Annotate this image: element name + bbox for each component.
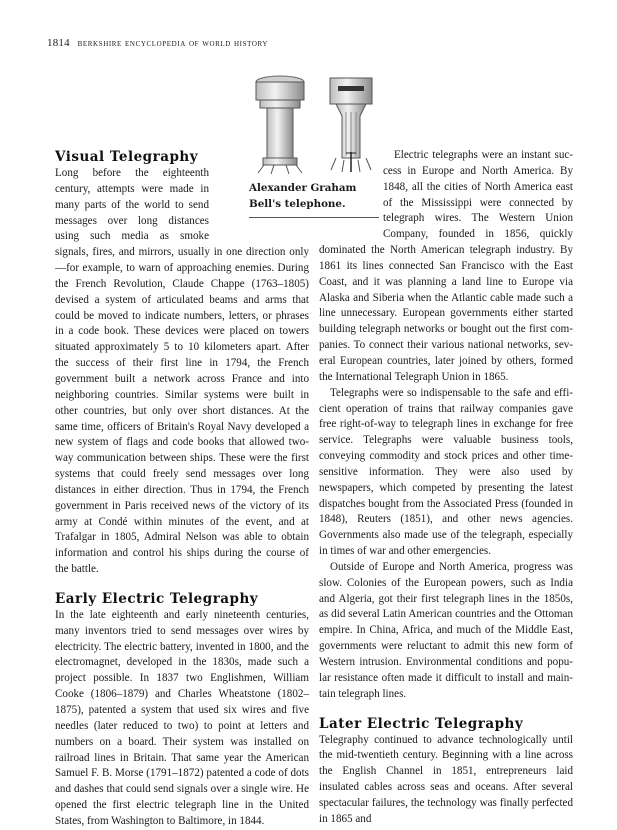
paragraph-early-1: In the late eighteenth and early nineteenth centuries, many inventors tried to send messages over wires by electricity. The electric battery, invented in 1800, and the electromagnet, developed in the 1830s, made such a project possible. In 1837 two Englishmen, William Cooke (1806–1879) and Charles Wheatstone (1802–1875), patented a system that used six wires and five needles (later reduced to two) to point at letters and numbers on a board. Their system was installed on railroad lines in Britain. That same year the American Samuel F. B. Morse (1791–1872) patented a code of dots and dashes that could send signals over a single wire. He opened the first electric telegraph line in the United States, from Washington to Baltimore, in 1844. <box>55 608 309 827</box>
paragraph-visual-1: Long before the eighteenth century, attempts were made in many parts of the world to send messages over long distances using such media as smoke signals, fires, and mirrors, usually in one direction only—for example, to warn of approaching enemies. During the French Revolution, Claude Chappe (1763–1805) devised a system of articulated beams and arms that could be moved to indicate numbers, letters, or phrases in a code book. These devices were placed on towers situated approximately 5 to 10 kilometers apart. After the success of their first line in 1794, the French government built a network across France and into neighboring countries. Similar systems were built in other countries, but only over short distances. At the same time, officers of Britain's Royal Navy developed a new system of flags and code books that allowed two-way communication between ships. These were the first systems that could freely send messages over long distances in either direction. Thus in 1794, the French government in Paris received news of the victory of its army at Condé within minutes of the event, and at Trafalgar in 1805, Admiral Nelson was able to obtain information and control his ships during the course of the battle. <box>55 167 309 576</box>
heading-visual-telegraphy: Visual Telegraphy <box>55 149 199 165</box>
left-column <box>55 148 309 830</box>
figure-wrap-space <box>209 148 309 243</box>
caption-line-1: Alexander Graham <box>249 182 357 194</box>
paragraph-right-3: Outside of Europe and North America, progress was slow. Colonies of the European powers, such as India and Algeria, got their first telegraph lines in the 1850s, as did several Latin American countries and the Ottoman empire. In China, Africa, and much of the Middle East, governments were reluctant to admit this new form of Western intrusion. Environmental conditions and popular resistance often made it difficult to install and maintain telegraph lines. <box>319 560 573 700</box>
figure-wrap-space <box>319 148 383 243</box>
caption-line-2: Bell's telephone. <box>249 197 346 210</box>
book-title: berkshire encyclopedia of world history <box>77 38 269 49</box>
page-number: 1814 <box>47 37 70 49</box>
paragraph-right-1: Electric telegraphs were an instant success in Europe and North America. By 1848, all the cities of North America east of the Mississippi were connected by telegraph wires. The Western Union Company, founded in 1856, quickly dominated the North American telegraph industry. By 1861 its lines connected San Francisco with the East Coast, and it was planning a land line to Europe via Alaska and Siberia when the Atlantic cable made such a line unnecessary. European governments either started building telegraph networks or bought out the first companies. To connect their various national networks, several European countries, later joined by others, formed the International Telegraph Union in 1865. <box>319 149 573 383</box>
heading-early-electric-telegraphy: Early Electric Telegraphy <box>55 590 259 607</box>
paragraph-right-2: Telegraphs were so indispensable to the safe and efficient operation of trains that railway companies gave free right-of-way to telegraph lines in exchange for free service. Telegraphs were valuable business tools, conveying commodity and stock prices and other time-sensitive information. They were also used by newspapers, which competed by presenting the latest dispatches bought from the Associated Press (founded in 1848), Reuters (1851), and other news agencies. Governments also made use of the telegraph, especially in times of war and other emergencies. <box>319 386 573 558</box>
heading-later-electric-telegraphy: Later Electric Telegraphy <box>319 715 524 732</box>
paragraph-later-1: Telegraphy continued to advance technologically until the mid-twentieth century. Beginning with a line across the English Channel in 1851, entrepreneurs laid insulated cables across seas and oceans. After several spectacular failures, the technology was finally perfected in 1865 and <box>319 733 573 825</box>
running-head <box>47 37 268 49</box>
right-column <box>319 148 573 828</box>
